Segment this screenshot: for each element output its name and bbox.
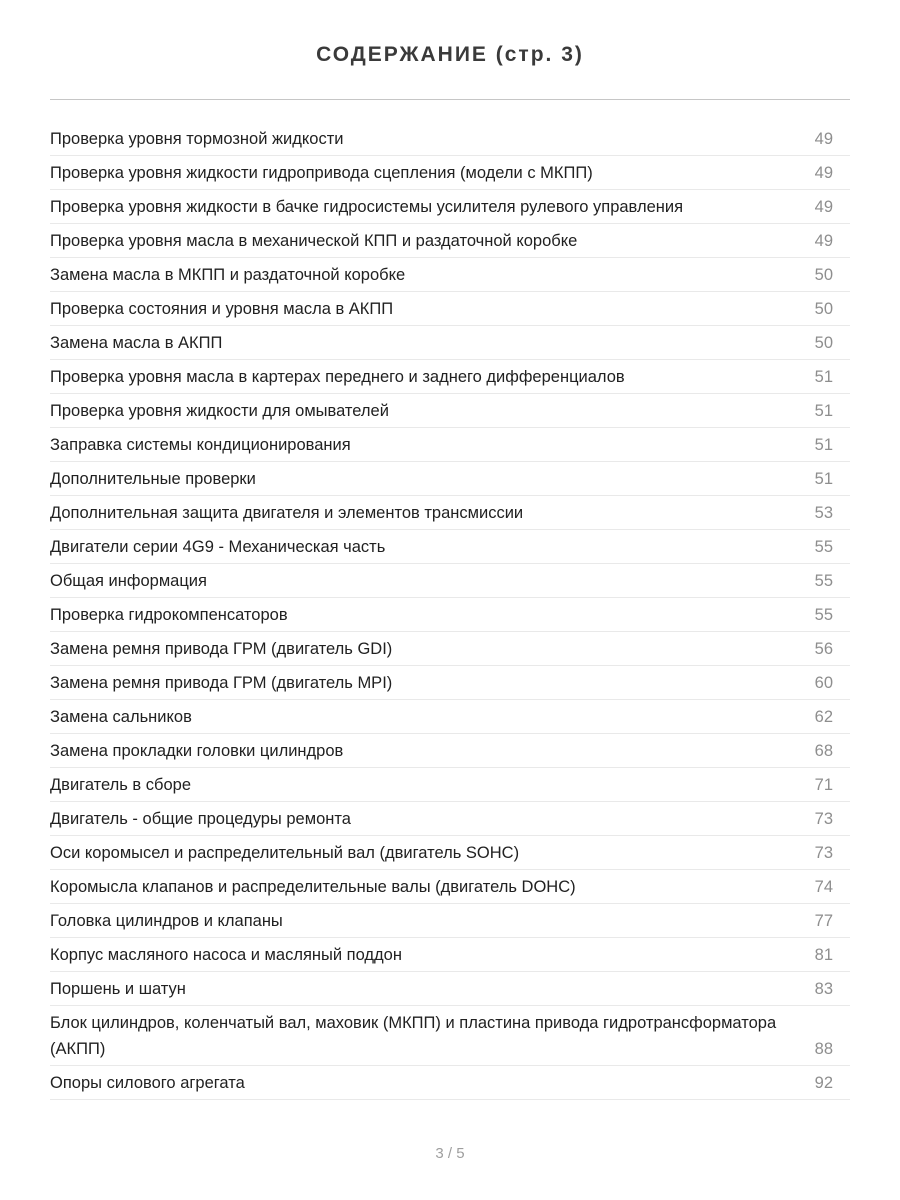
toc-entry[interactable] <box>50 462 850 496</box>
toc-entry[interactable] <box>50 326 850 360</box>
toc-entry[interactable] <box>50 564 850 598</box>
toc-entry[interactable] <box>50 428 850 462</box>
toc-entry[interactable] <box>50 734 850 768</box>
toc-entry[interactable] <box>50 904 850 938</box>
toc-entry-page-number: 49 <box>814 197 833 216</box>
toc-entry-page-number: 92 <box>814 1073 833 1092</box>
toc-entry-title: Двигатели серии 4G9 - Механическая часть <box>50 537 386 556</box>
toc-entry-page-number: 71 <box>814 775 833 794</box>
toc-entry-title: Дополнительная защита двигателя и элементов трансмиссии <box>50 503 524 522</box>
toc-entry[interactable] <box>50 292 850 326</box>
toc-entry-title: Замена прокладки головки цилиндров <box>50 741 344 760</box>
toc-entry-page-number: 49 <box>814 129 833 148</box>
toc-entry[interactable] <box>50 496 850 530</box>
page-title: СОДЕРЖАНИЕ (стр. 3) <box>316 43 584 66</box>
toc-entry-page-number: 68 <box>814 741 833 760</box>
toc-entry-title: Двигатель в сборе <box>50 775 192 794</box>
toc-entry-title: Замена масла в АКПП <box>50 333 223 352</box>
toc-entry-page-number: 56 <box>814 639 833 658</box>
toc-entry-title: Дополнительные проверки <box>50 469 256 488</box>
page-indicator: 3 / 5 <box>435 1145 465 1162</box>
toc-entry[interactable] <box>50 156 850 190</box>
toc-entry-title: Замена ремня привода ГРМ (двигатель GDI) <box>50 639 393 658</box>
toc-entry[interactable] <box>50 122 850 156</box>
toc-entry-title: Проверка уровня тормозной жидкости <box>50 129 344 148</box>
toc-entry-title: Головка цилиндров и клапаны <box>50 911 283 930</box>
toc-entry[interactable] <box>50 530 850 564</box>
toc-entry-page-number: 53 <box>814 503 833 522</box>
toc-entry-title: Корпус масляного насоса и масляный поддон <box>50 945 402 964</box>
toc-entry[interactable] <box>50 666 850 700</box>
toc-entry[interactable] <box>50 700 850 734</box>
toc-entry[interactable] <box>50 190 850 224</box>
toc-entry-page-number: 51 <box>814 401 833 420</box>
toc-entry-page-number: 50 <box>814 299 833 318</box>
toc-entry-title: Проверка уровня масла в механической КПП и раздаточной коробке <box>50 231 578 250</box>
toc-entry[interactable] <box>50 1006 850 1066</box>
toc-entry-page-number: 55 <box>814 537 833 556</box>
header-divider <box>50 99 850 100</box>
toc-entry-title: Блок цилиндров, коленчатый вал, маховик (МКПП) и пластина привода гидротрансформатора (АКПП) <box>50 1013 777 1058</box>
toc-entry-title: Оси коромысел и распределительный вал (двигатель SOHC) <box>50 843 520 862</box>
toc-entry-page-number: 74 <box>814 877 833 896</box>
toc-entry[interactable] <box>50 870 850 904</box>
toc-entry[interactable] <box>50 360 850 394</box>
toc-entry[interactable] <box>50 802 850 836</box>
toc-entry-page-number: 60 <box>814 673 833 692</box>
toc-entry-title: Проверка уровня жидкости в бачке гидросистемы усилителя рулевого управления <box>50 197 684 216</box>
toc-entry[interactable] <box>50 598 850 632</box>
toc-entry-title: Двигатель - общие процедуры ремонта <box>50 809 351 828</box>
toc-entry-title: Проверка гидрокомпенсаторов <box>50 605 288 624</box>
toc-entry-page-number: 49 <box>814 163 833 182</box>
toc-entry-title: Замена сальников <box>50 707 192 726</box>
toc-entry[interactable] <box>50 972 850 1006</box>
toc-entry-page-number: 51 <box>814 435 833 454</box>
toc-entry[interactable] <box>50 632 850 666</box>
toc-entry-page-number: 83 <box>814 979 833 998</box>
toc-entry-title: Поршень и шатун <box>50 979 186 998</box>
toc-entry-title: Опоры силового агрегата <box>50 1073 245 1092</box>
toc-list <box>50 122 850 1100</box>
toc-entry-title: Замена масла в МКПП и раздаточной коробке <box>50 265 406 284</box>
toc-entry[interactable] <box>50 836 850 870</box>
toc-entry-page-number: 51 <box>814 469 833 488</box>
toc-entry-page-number: 49 <box>814 231 833 250</box>
toc-entry-title: Заправка системы кондиционирования <box>50 435 351 454</box>
toc-entry[interactable] <box>50 258 850 292</box>
toc-entry-title: Коромысла клапанов и распределительные валы (двигатель DOHC) <box>50 877 576 896</box>
toc-entry-page-number: 50 <box>814 265 833 284</box>
toc-entry[interactable] <box>50 768 850 802</box>
toc-entry[interactable] <box>50 938 850 972</box>
toc-entry-page-number: 77 <box>814 911 833 930</box>
toc-entry-title: Проверка уровня жидкости для омывателей <box>50 401 389 420</box>
toc-entry-title: Замена ремня привода ГРМ (двигатель MPI) <box>50 673 393 692</box>
toc-entry-title: Проверка состояния и уровня масла в АКПП <box>50 299 394 318</box>
toc-entry[interactable] <box>50 1066 850 1100</box>
toc-entry-page-number: 81 <box>814 945 833 964</box>
toc-entry[interactable] <box>50 394 850 428</box>
toc-entry-title: Проверка уровня масла в картерах переднего и заднего дифференциалов <box>50 367 625 386</box>
toc-entry-page-number: 50 <box>814 333 833 352</box>
toc-entry-page-number: 55 <box>814 571 833 590</box>
toc-entry-title: Проверка уровня жидкости гидропривода сцепления (модели с МКПП) <box>50 163 593 182</box>
toc-entry-title: Общая информация <box>50 571 207 590</box>
toc-entry-page-number: 51 <box>814 367 833 386</box>
toc-entry[interactable] <box>50 224 850 258</box>
toc-entry-page-number: 73 <box>814 843 833 862</box>
toc-entry-page-number: 73 <box>814 809 833 828</box>
toc-entry-page-number: 55 <box>814 605 833 624</box>
toc-entry-page-number: 62 <box>814 707 833 726</box>
toc-entry-page-number: 88 <box>814 1039 833 1058</box>
